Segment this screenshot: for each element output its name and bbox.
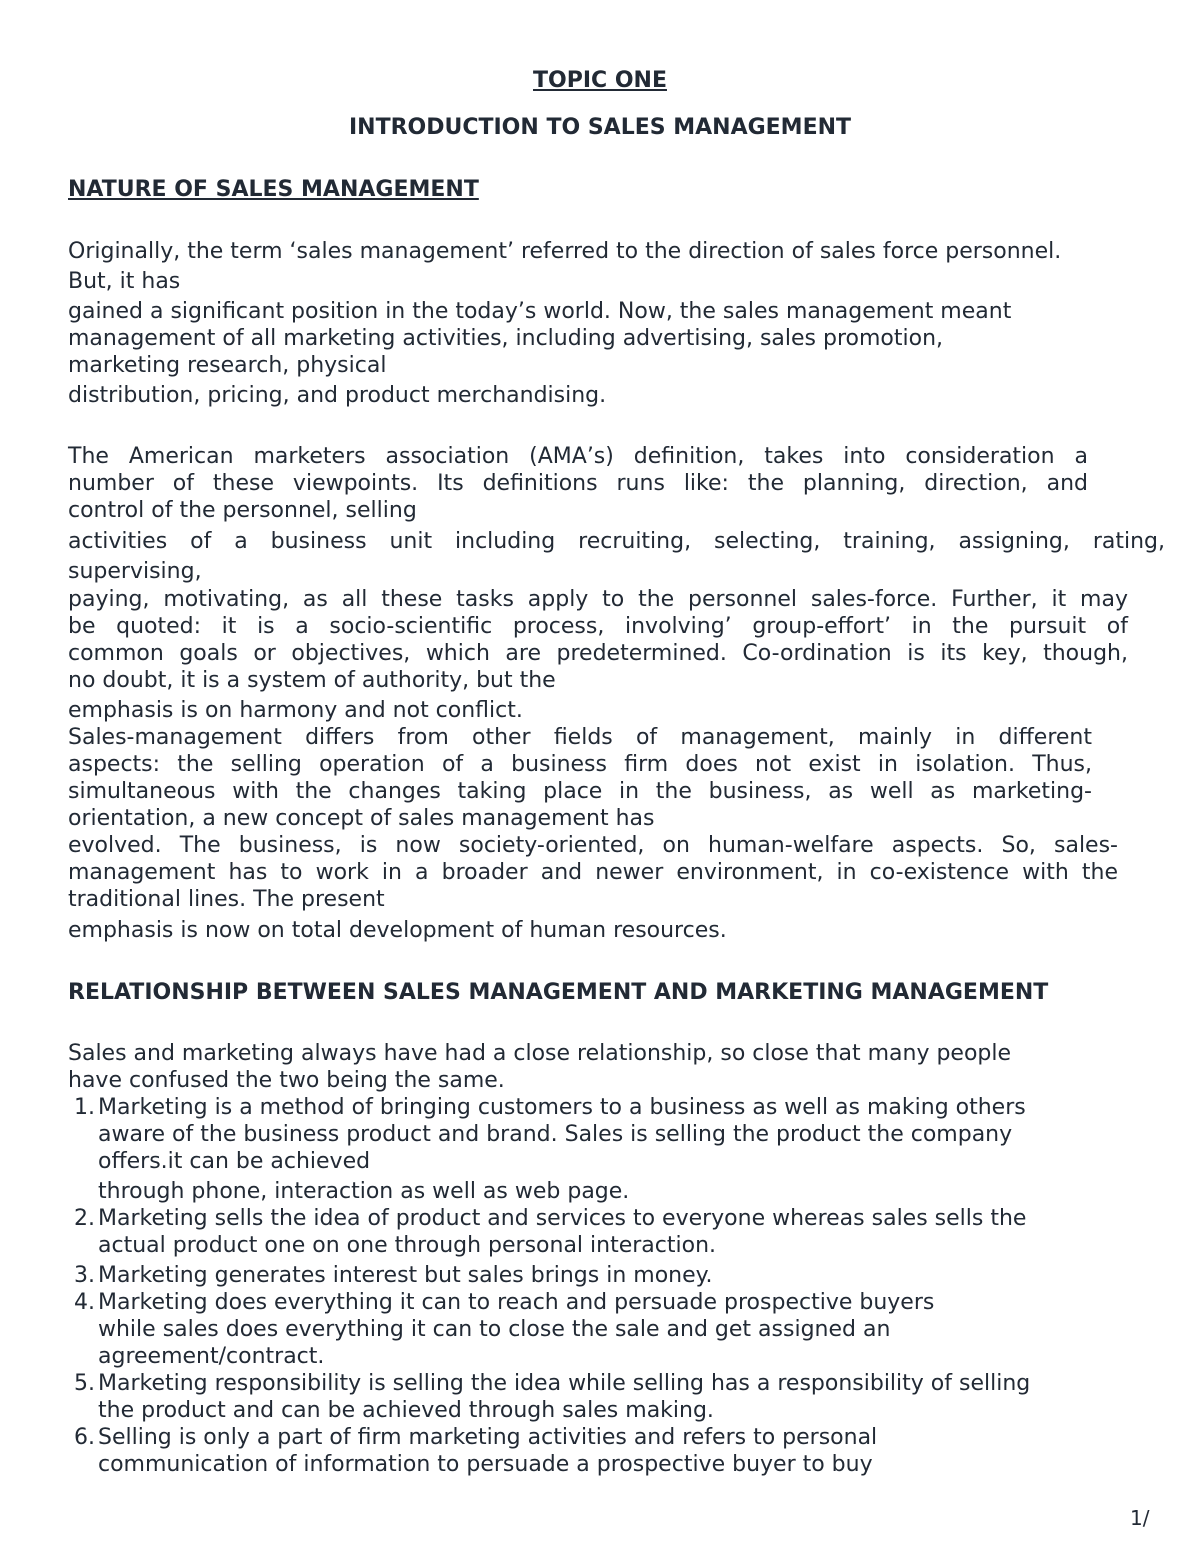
list-number: 5. (74, 1371, 95, 1396)
text-line: management has to work in a broader and newer environment, in co-existence with the (68, 860, 1118, 885)
text-line: simultaneous with the changes taking place in the business, as well as marketing- (68, 779, 1092, 804)
text-line: have confused the two being the same. (68, 1068, 505, 1093)
text-line: Marketing does everything it can to reach and persuade prospective buyers (98, 1290, 935, 1315)
text-line: traditional lines. The present (68, 887, 385, 912)
page-number: 1/ (1130, 1506, 1150, 1530)
text-line: management of all marketing activities, including advertising, sales promotion, (68, 326, 944, 351)
text-line: But, it has (68, 269, 181, 294)
text-line: emphasis is now on total development of human resources. (68, 918, 727, 943)
text-line: Selling is only a part of firm marketing activities and refers to personal (98, 1425, 878, 1450)
section-heading-nature: NATURE OF SALES MANAGEMENT (68, 177, 479, 202)
list-number: 1. (74, 1095, 95, 1120)
text-line: offers.it can be achieved (98, 1149, 371, 1174)
text-line: common goals or objectives, which are predetermined. Co-ordination is its key, though, (68, 641, 1128, 666)
text-line: evolved. The business, is now society-oriented, on human-welfare aspects. So, sales- (68, 833, 1118, 858)
text-line: activities of a business unit including recruiting, selecting, training, assigning, rating, (68, 529, 1165, 554)
text-line: no doubt, it is a system of authority, but the (68, 668, 556, 693)
list-number: 6. (74, 1425, 95, 1450)
text-line: Marketing sells the idea of product and services to everyone whereas sales sells the (98, 1206, 1027, 1231)
text-line: marketing research, physical (68, 353, 387, 378)
text-line: Originally, the term ‘sales management’ referred to the direction of sales force personnel. (68, 239, 1062, 264)
list-number: 2. (74, 1206, 95, 1231)
text-line: Marketing is a method of bringing customers to a business as well as making others (98, 1095, 1026, 1120)
list-number: 3. (74, 1263, 95, 1288)
topic-heading: TOPIC ONE (533, 68, 667, 93)
page-title: INTRODUCTION TO SALES MANAGEMENT (348, 115, 852, 140)
text-line: gained a significant position in the today’s world. Now, the sales management meant (68, 299, 1012, 324)
text-line: agreement/contract. (98, 1344, 325, 1369)
text-line: The American marketers association (AMA’s) definition, takes into consideration a (68, 444, 1088, 469)
text-line: through phone, interaction as well as web page. (98, 1179, 630, 1204)
text-line: supervising, (68, 559, 202, 584)
text-line: be quoted: it is a socio-scientific process, involving’ group-effort’ in the pursuit of (68, 614, 1128, 639)
text-line: Sales-management differs from other fields of management, mainly in different (68, 725, 1092, 750)
text-line: while sales does everything it can to close the sale and get assigned an (98, 1317, 891, 1342)
text-line: Sales and marketing always have had a close relationship, so close that many people (68, 1041, 1012, 1066)
text-line: Marketing generates interest but sales brings in money. (98, 1263, 713, 1288)
text-line: control of the personnel, selling (68, 498, 417, 523)
text-line: aware of the business product and brand. Sales is selling the product the company (98, 1122, 1013, 1147)
text-line: communication of information to persuade a prospective buyer to buy (98, 1452, 873, 1477)
text-line: paying, motivating, as all these tasks apply to the personnel sales-force. Further, it may (68, 587, 1128, 612)
text-line: number of these viewpoints. Its definitions runs like: the planning, direction, and (68, 471, 1088, 496)
text-line: Marketing responsibility is selling the idea while selling has a responsibility of selling (98, 1371, 1031, 1396)
text-line: distribution, pricing, and product merchandising. (68, 383, 607, 408)
text-line: aspects: the selling operation of a business firm does not exist in isolation. Thus, (68, 752, 1092, 777)
text-line: emphasis is on harmony and not conflict. (68, 698, 523, 723)
text-line: actual product one on one through personal interaction. (98, 1233, 717, 1258)
list-number: 4. (74, 1290, 95, 1315)
text-line: the product and can be achieved through sales making. (98, 1398, 714, 1423)
section-heading-relationship: RELATIONSHIP BETWEEN SALES MANAGEMENT AND MARKETING MANAGEMENT (68, 980, 1049, 1005)
text-line: orientation, a new concept of sales management has (68, 806, 655, 831)
